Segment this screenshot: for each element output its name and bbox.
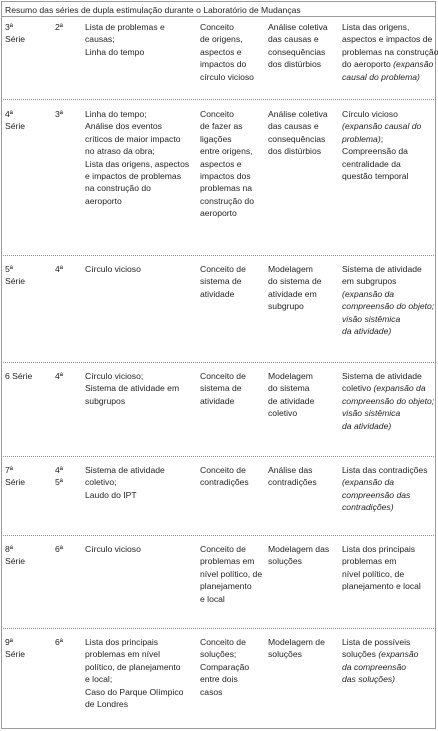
session-cell-line: 2ª [55, 22, 63, 32]
product-cell-line [342, 263, 436, 275]
serie-cell-line: Série [5, 276, 26, 287]
materials-cell-line: na construção do [85, 183, 151, 194]
task-cell-line: do sistema [268, 383, 310, 394]
task-cell-line: Modelagem de [268, 637, 325, 647]
serie-cell [5, 370, 43, 382]
concepts-cell-line: soluções; [200, 649, 237, 660]
session-cell [55, 263, 75, 275]
materials-cell-line: Lista dos principais [85, 637, 159, 647]
task-cell-line: do sistema de [268, 276, 322, 287]
task-cell-line: dos distúrbios [268, 59, 322, 70]
session-cell [55, 108, 75, 120]
task-cell-line: consequências [268, 46, 326, 57]
session-cell [55, 21, 75, 33]
task-cell-line: atividade em [268, 288, 317, 299]
concepts-cell-line: aspectos e [200, 158, 242, 169]
text-run: coletivo [342, 383, 374, 394]
product-cell-line [342, 636, 436, 648]
concepts-cell-line: planejamento [200, 581, 252, 592]
concepts-cell [200, 543, 264, 605]
table-caption: Resumo das séries de dupla estimulação durante o Laboratório de Mudanças [5, 5, 301, 15]
text-run: nível político, de [342, 568, 405, 579]
product-cell-line [342, 673, 436, 685]
session-cell [55, 464, 75, 489]
task-cell-line: Análise coletiva [268, 109, 328, 119]
task-cell-line: Análise das [268, 465, 313, 475]
materials-cell-line: aeroporto [85, 195, 122, 206]
session-cell-line: 4ª [55, 264, 63, 274]
session-cell [55, 636, 75, 648]
concepts-cell-line: construção do [200, 195, 254, 206]
concepts-cell-line: problemas na [200, 183, 253, 194]
task-cell-line: Análise coletiva [268, 22, 328, 32]
concepts-cell-line: e local [200, 593, 225, 604]
materials-cell-line: no atraso da obra; [85, 146, 155, 157]
concepts-cell-line: atividade [200, 395, 235, 406]
text-run: contradições) [342, 502, 394, 513]
task-cell [268, 21, 338, 71]
task-cell [268, 636, 338, 661]
product-cell-line [342, 33, 436, 45]
serie-cell [5, 636, 43, 661]
materials-cell-line: Círculo vicioso; [85, 371, 144, 381]
serie-cell-line: 5ª [5, 264, 13, 274]
product-cell-line [342, 489, 436, 501]
text-run: em subgrupos [342, 276, 397, 287]
text-run: problema) [342, 133, 381, 144]
materials-cell-line: Caso do Parque Olímpico [85, 686, 184, 697]
product-cell-line [342, 568, 436, 580]
text-run: (expansão [378, 649, 419, 660]
serie-cell-line: 9ª [5, 637, 13, 647]
product-cell-line [342, 58, 436, 70]
task-cell [268, 464, 338, 489]
task-cell-line: subgrupo [268, 301, 304, 312]
text-run: questão temporal [342, 171, 409, 182]
product-cell-line [342, 420, 436, 432]
concepts-cell-line: sistema de [200, 383, 242, 394]
task-cell [268, 370, 338, 420]
text-run: Lista de possíveis [342, 637, 411, 647]
text-run: (expansão causal do [342, 121, 422, 132]
concepts-cell-line: impactos dos [200, 171, 251, 182]
serie-cell-line: 6 Série [5, 371, 33, 381]
product-cell-line [342, 120, 436, 132]
serie-cell-line: Série [5, 649, 26, 660]
product-cell-line [342, 464, 436, 476]
serie-cell [5, 21, 43, 46]
materials-cell-line: Análise dos eventos [85, 121, 162, 132]
serie-cell-line: Série [5, 34, 26, 45]
product-cell-line [342, 158, 436, 170]
product-cell-line [342, 21, 436, 33]
task-cell-line: Modelagem [268, 371, 313, 381]
serie-cell [5, 543, 43, 568]
row-divider [1, 255, 436, 256]
product-cell-line [342, 661, 436, 673]
materials-cell [85, 636, 193, 710]
text-run: Lista das contradições [342, 465, 428, 475]
task-cell-line: Modelagem das [268, 544, 330, 554]
serie-cell-line: 3ª [5, 22, 13, 32]
text-run: (expansão [393, 59, 434, 70]
text-run: visão sistêmica [342, 408, 401, 419]
materials-cell-line: Laudo do IPT [85, 489, 137, 500]
task-cell-line: consequências [268, 133, 326, 144]
product-cell [342, 543, 436, 593]
materials-cell [85, 21, 193, 58]
concepts-cell-line: Conceito de [200, 371, 246, 381]
product-cell-line [342, 313, 436, 325]
session-cell-line: 5ª [55, 477, 63, 488]
product-cell-line [342, 71, 436, 83]
product-cell-line [342, 275, 436, 287]
caption-divider [1, 16, 436, 17]
product-cell-line [342, 46, 436, 58]
materials-cell-line: Círculo vicioso [85, 264, 141, 274]
materials-cell-line: causas; [85, 34, 115, 45]
concepts-cell-line: Conceito de [200, 637, 246, 647]
materials-cell-line: de Londres [85, 699, 129, 710]
text-run: Lista dos principais [342, 544, 416, 554]
materials-cell-line: subgrupos [85, 395, 126, 406]
serie-cell [5, 464, 43, 489]
concepts-cell-line: Conceito de [200, 544, 246, 554]
text-run: da atividade) [342, 326, 392, 337]
materials-cell [85, 108, 193, 207]
concepts-cell-line: casos [200, 686, 223, 697]
text-run: Círculo vicioso [342, 109, 398, 119]
materials-cell-line: coletivo; [85, 477, 117, 488]
concepts-cell-line: nível político, de [200, 568, 263, 579]
concepts-cell-line: de fazer as [200, 121, 243, 132]
serie-cell-line: Série [5, 121, 26, 132]
concepts-cell [200, 108, 264, 220]
session-cell [55, 370, 75, 382]
text-run: do aeroporto [342, 59, 394, 70]
task-cell-line: dos distúrbios [268, 146, 322, 157]
materials-cell-line: político, de planejamento [85, 661, 181, 672]
text-run: das soluções) [342, 674, 396, 685]
text-run: causal do problema) [342, 71, 420, 82]
text-run: centralidade da [342, 158, 401, 169]
materials-cell-line: e local; [85, 674, 113, 685]
product-cell-line [342, 501, 436, 513]
text-run: Compreensão da [342, 146, 408, 157]
task-cell-line: das causas e [268, 121, 319, 132]
task-cell-line: contradições [268, 477, 317, 488]
product-cell-line [342, 170, 436, 182]
task-cell-line: soluções [268, 649, 302, 660]
concepts-cell-line: ligações [200, 133, 232, 144]
task-cell-line: soluções [268, 556, 302, 567]
row-divider [1, 535, 436, 536]
concepts-cell-line: Conceito [200, 109, 234, 119]
materials-cell-line: problemas em nível [85, 649, 160, 660]
concepts-cell-line: Conceito de [200, 264, 246, 274]
text-run: problemas na construção [342, 46, 438, 57]
text-run: Sistema de atividade [342, 371, 422, 381]
product-cell [342, 108, 436, 182]
text-run: soluções [342, 649, 379, 660]
serie-cell-line: 4ª [5, 109, 13, 119]
session-cell [55, 543, 75, 555]
row-divider [1, 99, 436, 100]
text-run: Sistema de atividade [342, 264, 422, 274]
serie-cell [5, 108, 43, 133]
task-cell [268, 108, 338, 158]
row-divider [1, 628, 436, 629]
concepts-cell-line: círculo vicioso [200, 71, 254, 82]
product-cell-line [342, 300, 436, 312]
text-run: (expansão da [342, 477, 395, 488]
product-cell-line [342, 476, 436, 488]
concepts-cell-line: de origens, [200, 34, 243, 45]
concepts-cell-line: Comparação [200, 661, 250, 672]
concepts-cell-line: sistema de [200, 276, 242, 287]
text-run: ; [380, 133, 384, 144]
materials-cell-line: Círculo vicioso [85, 544, 141, 554]
product-cell-line [342, 382, 436, 394]
product-cell-line [342, 407, 436, 419]
product-cell-line [342, 543, 436, 555]
text-run: (expansão da [342, 288, 395, 299]
materials-cell-line: Lista das origens, aspectos [85, 158, 190, 169]
concepts-cell-line: Conceito de [200, 465, 246, 475]
product-cell [342, 21, 436, 83]
session-cell-line: 3ª [55, 109, 63, 119]
product-cell [342, 370, 436, 432]
task-cell-line: de atividade [268, 395, 315, 406]
session-cell-line: 4ª [55, 465, 63, 475]
product-cell [342, 263, 436, 337]
row-divider [1, 362, 436, 363]
product-cell-line [342, 325, 436, 337]
session-cell-line: 6ª [55, 637, 63, 647]
text-run: compreensão do objeto; [342, 301, 435, 312]
text-run: da compreensão [342, 661, 407, 672]
materials-cell-line: e impactos de problemas [85, 171, 182, 182]
product-cell [342, 464, 436, 514]
concepts-cell [200, 636, 264, 698]
concepts-cell-line: impactos do [200, 59, 247, 70]
product-cell-line [342, 288, 436, 300]
text-run: compreensão do objeto; [342, 395, 435, 406]
concepts-cell [200, 464, 264, 489]
materials-cell [85, 370, 193, 407]
product-cell-line [342, 580, 436, 592]
materials-cell [85, 464, 193, 501]
serie-cell-line: Série [5, 556, 26, 567]
product-cell-line [342, 555, 436, 567]
concepts-cell-line: contradições [200, 477, 249, 488]
materials-cell-line: Linha do tempo [85, 46, 145, 57]
text-run: planejamento e local [342, 581, 421, 592]
serie-cell-line: Série [5, 477, 26, 488]
serie-cell-line: 8ª [5, 544, 13, 554]
text-run: Lista das origens, [342, 22, 410, 32]
product-cell-line [342, 133, 436, 145]
materials-cell-line: Sistema de atividade [85, 465, 165, 475]
text-run: aspectos e impactos de [342, 34, 433, 45]
serie-cell [5, 263, 43, 288]
text-run: compreensão das [342, 489, 411, 500]
concepts-cell-line: aeroporto [200, 208, 237, 219]
materials-cell-line: Lista de problemas e [85, 22, 165, 32]
concepts-cell-line: atividade [200, 288, 235, 299]
product-cell-line [342, 145, 436, 157]
session-cell-line: 4ª [55, 371, 63, 381]
text-run: visão sistêmica [342, 313, 401, 324]
task-cell-line: coletivo [268, 408, 298, 419]
concepts-cell-line: aspectos e [200, 46, 242, 57]
task-cell-line: Modelagem [268, 264, 313, 274]
text-run: (expansão da [373, 383, 426, 394]
materials-cell-line: críticos de maior impacto [85, 133, 181, 144]
text-run: da atividade) [342, 420, 392, 431]
product-cell [342, 636, 436, 686]
task-cell-line: das causas e [268, 34, 319, 45]
session-cell-line: 6ª [55, 544, 63, 554]
task-cell [268, 543, 338, 568]
materials-cell-line: Linha do tempo; [85, 109, 147, 119]
product-cell-line [342, 648, 436, 660]
concepts-cell [200, 263, 264, 300]
materials-cell [85, 543, 193, 555]
product-cell-line [342, 395, 436, 407]
concepts-cell-line: entre dois [200, 674, 238, 685]
task-cell [268, 263, 338, 313]
product-cell-line [342, 108, 436, 120]
concepts-cell-line: Conceito [200, 22, 234, 32]
materials-cell-line: Sistema de atividade em [85, 383, 180, 394]
row-divider [1, 456, 436, 457]
text-run: problemas em [342, 556, 397, 567]
concepts-cell [200, 21, 264, 83]
materials-cell [85, 263, 193, 275]
concepts-cell [200, 370, 264, 407]
serie-cell-line: 7ª [5, 465, 13, 475]
product-cell-line [342, 370, 436, 382]
concepts-cell-line: entre origens, [200, 146, 253, 157]
concepts-cell-line: problemas em [200, 556, 255, 567]
